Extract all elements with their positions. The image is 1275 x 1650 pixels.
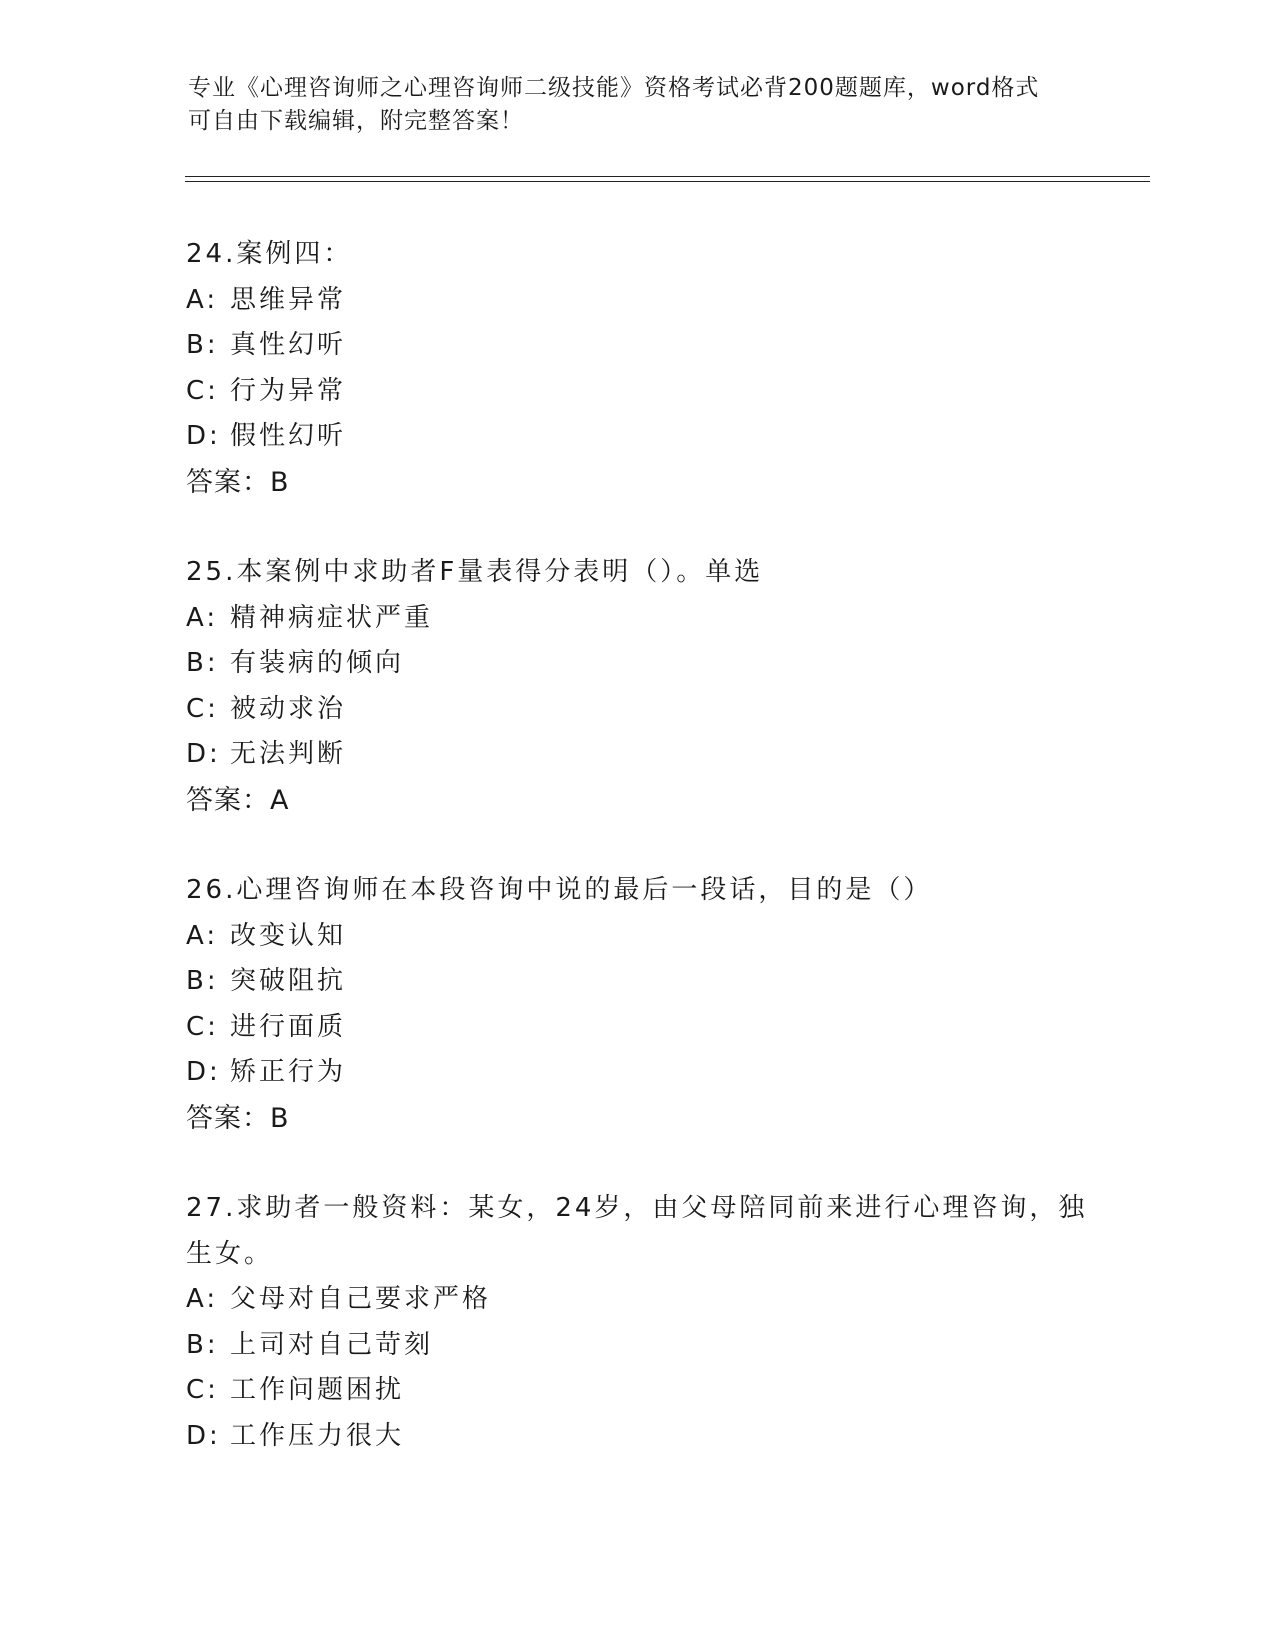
option-key: A:	[186, 284, 219, 315]
question-stem: 26.心理咨询师在本段咨询中说的最后一段话，目的是（）	[186, 875, 933, 905]
option-a	[186, 278, 1086, 324]
option-text: 矫正行为	[230, 1057, 347, 1087]
option-text: 真性幻听	[230, 330, 347, 360]
option-key: C:	[186, 1375, 219, 1405]
answer-line: 答案：B	[186, 466, 290, 498]
option-c	[186, 1368, 1086, 1414]
document-header	[188, 72, 1088, 138]
option-text: 行为异常	[230, 375, 347, 406]
option-d	[186, 1050, 1086, 1096]
option-c	[186, 1005, 1086, 1051]
header-rule-bottom	[185, 181, 1150, 182]
option-b	[186, 323, 1086, 369]
question-24	[186, 232, 1086, 505]
option-key: C:	[186, 1011, 219, 1042]
answer-line: 答案：A	[186, 784, 290, 816]
option-text: 上司对自己苛刻	[230, 1329, 434, 1360]
option-text: 父母对自己要求严格	[230, 1284, 492, 1314]
option-c	[186, 687, 1086, 733]
option-key: A:	[186, 602, 219, 633]
option-text: 进行面质	[230, 1011, 347, 1042]
option-key: D:	[186, 421, 221, 451]
option-text: 精神病症状严重	[230, 602, 434, 633]
option-b	[186, 641, 1086, 687]
option-c	[186, 369, 1086, 415]
option-text: 有装病的倾向	[230, 648, 405, 678]
answer-line: 答案：B	[186, 1102, 290, 1134]
header-line-1: 专业《心理咨询师之心理咨询师二级技能》资格考试必背200题题库，word格式	[188, 75, 1040, 101]
option-key: C:	[186, 375, 219, 406]
option-key: B:	[186, 330, 219, 360]
option-d	[186, 732, 1086, 778]
option-a	[186, 596, 1086, 642]
option-text: 思维异常	[230, 284, 347, 315]
option-a	[186, 914, 1086, 960]
option-b	[186, 1323, 1086, 1369]
question-stem-line-1: 27.求助者一般资料：某女，24岁，由父母陪同前来进行心理咨询，独	[186, 1193, 1088, 1223]
option-key: B:	[186, 1329, 219, 1360]
option-key: A:	[186, 1284, 219, 1314]
option-d	[186, 414, 1086, 460]
header-line-2: 可自由下载编辑，附完整答案！	[188, 108, 524, 134]
option-text: 突破阻抗	[230, 966, 347, 996]
option-d	[186, 1414, 1086, 1460]
option-key: D:	[186, 739, 221, 769]
question-stem: 25.本案例中求助者F量表得分表明（）。单选	[186, 557, 764, 587]
question-stem-line-2: 生女。	[186, 1238, 274, 1269]
header-rule-top	[185, 176, 1150, 177]
option-key: B:	[186, 966, 219, 996]
option-text: 工作问题困扰	[230, 1375, 405, 1405]
question-25	[186, 550, 1086, 823]
option-text: 假性幻听	[230, 421, 347, 451]
option-key: D:	[186, 1420, 221, 1451]
question-stem: 24.案例四：	[186, 239, 353, 269]
option-text: 改变认知	[230, 920, 347, 951]
option-text: 无法判断	[230, 739, 347, 769]
option-text: 工作压力很大	[230, 1420, 405, 1451]
question-27	[186, 1186, 1086, 1459]
option-a	[186, 1277, 1086, 1323]
option-key: C:	[186, 693, 219, 724]
option-key: A:	[186, 920, 219, 951]
question-26	[186, 868, 1086, 1141]
option-b	[186, 959, 1086, 1005]
option-text: 被动求治	[230, 693, 347, 724]
option-key: B:	[186, 648, 219, 678]
option-key: D:	[186, 1057, 221, 1087]
